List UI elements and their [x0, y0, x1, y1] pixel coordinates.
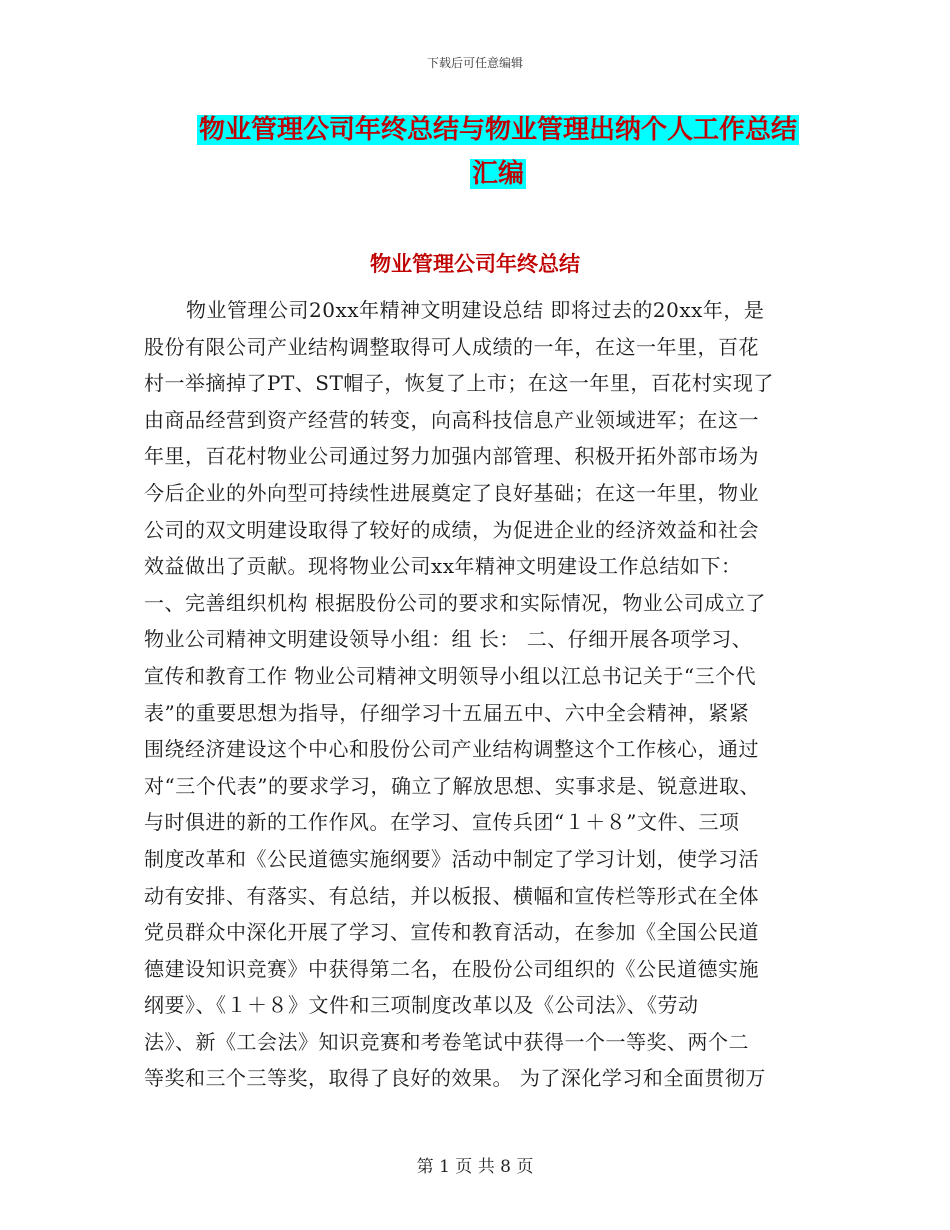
paragraph-line: 与时俱进的新的工作作风。在学习、宣传兵团“１＋８”文件、三项	[144, 810, 740, 835]
paragraph-line: 围绕经济建设这个中心和股份公司产业结构调整这个工作核心，通过	[144, 737, 759, 762]
paragraph-line: 对“三个代表”的要求学习，确立了解放思想、实事求是、锐意进取、	[144, 773, 760, 798]
document-title	[150, 108, 846, 196]
paragraph-line: 表”的重要思想为指导，仔细学习十五届五中、六中全会精神，紧紧	[144, 700, 750, 725]
paragraph-line: 今后企业的外向型可持续性进展奠定了良好基础；在这一年里，物业	[144, 480, 759, 505]
paragraph-line: 纲要》、《１＋８》文件和三项制度改革以及《公司法》、《劳动	[144, 993, 699, 1018]
paragraph-line: 年里，百花村物业公司通过努力加强内部管理、积极开拓外部市场为	[144, 444, 759, 469]
document-title-line-1: 物业管理公司年终总结与物业管理出纳个人工作总结	[198, 115, 797, 145]
body-paragraph	[144, 292, 810, 1097]
section-title: 物业管理公司年终总结	[370, 252, 580, 276]
paragraph-line: 物业管理公司20xx年精神文明建设总结 即将过去的20xx年，是	[186, 298, 765, 322]
paragraph-line: 由商品经营到资产经营的转变，向高科技信息产业领域进军；在这一	[144, 407, 759, 432]
paragraph-line: 制度改革和《公民道德实施纲要》活动中制定了学习计划，使学习活	[144, 846, 759, 871]
paragraph-line: 公司的双文明建设取得了较好的成绩，为促进企业的经济效益和社会	[144, 517, 759, 542]
document-title-line-2: 汇编	[471, 159, 524, 189]
paragraph-line: 法》、新《工会法》知识竞赛和考卷笔试中获得一个一等奖、两个二	[144, 1029, 749, 1054]
paragraph-line: 宣传和教育工作 物业公司精神文明领导小组以江总书记关于“三个代	[144, 663, 757, 688]
paragraph-line: 一、完善组织机构 根据股份公司的要求和实际情况，物业公司成立了	[144, 590, 766, 615]
page-header-note: 下载后可任意编辑	[426, 56, 523, 70]
paragraph-line: 效益做出了贡献。现将物业公司xx年精神文明建设工作总结如下：	[144, 554, 742, 579]
paragraph-line: 股份有限公司产业结构调整取得可人成绩的一年，在这一年里，百花	[144, 334, 759, 359]
paragraph-line: 等奖和三个三等奖，取得了良好的效果。 为了深化学习和全面贯彻万	[144, 1066, 766, 1091]
paragraph-line: 村一举摘掉了PT、ST帽子，恢复了上市；在这一年里，百花村实现了	[144, 371, 774, 396]
paragraph-line: 物业公司精神文明建设领导小组：组 长： 二、仔细开展各项学习、	[144, 627, 753, 652]
paragraph-line: 德建设知识竞赛》中获得第二名，在股份公司组织的《公民道德实施	[144, 956, 759, 981]
paragraph-line: 党员群众中深化开展了学习、宣传和教育活动，在参加《全国公民道	[144, 920, 759, 945]
page-number: 第 1 页 共 8 页	[416, 1157, 534, 1177]
paragraph-line: 动有安排、有落实、有总结，并以板报、横幅和宣传栏等形式在全体	[144, 883, 759, 908]
